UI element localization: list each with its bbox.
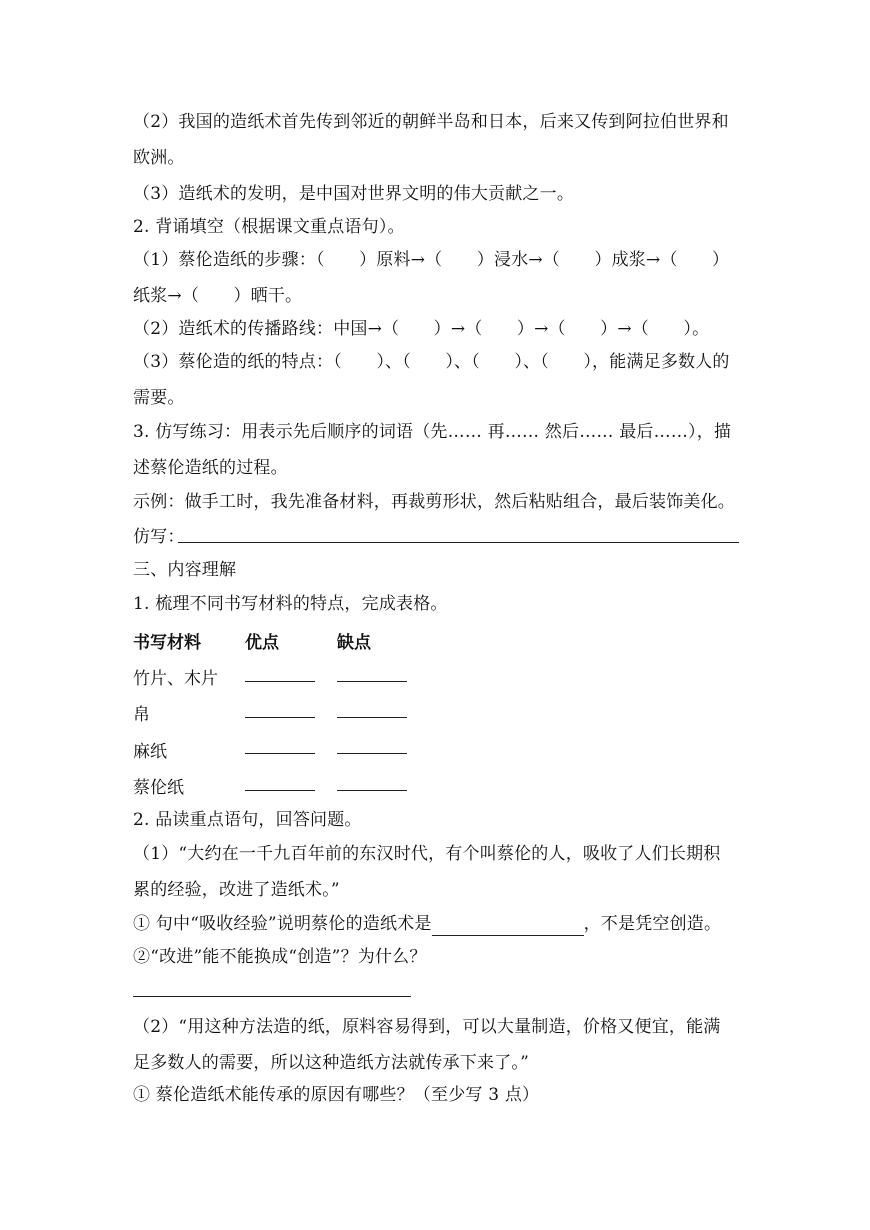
table-row-label: 麻纸 xyxy=(133,742,167,762)
imitation-answer-line[interactable] xyxy=(178,542,739,543)
text-line: 述蔡伦造纸的过程。 xyxy=(133,458,288,478)
quote-line: （2）“用这种方法造的纸，原料容易得到，可以大量制造，价格又便宜，能满 xyxy=(133,1017,721,1037)
table-header-cons: 缺点 xyxy=(337,633,371,653)
sub-question xyxy=(133,912,743,936)
pros-answer-line[interactable] xyxy=(245,681,315,682)
sub-question-text: ① 句中“吸收经验”说明蔡伦的造纸术是 xyxy=(133,914,432,934)
quote-line: （1）“大约在一千九百年前的东汉时代，有个叫蔡伦的人，吸收了人们长期积 xyxy=(133,844,721,864)
cons-answer-line[interactable] xyxy=(337,681,407,682)
pros-answer-line[interactable] xyxy=(245,753,315,754)
table-row-label: 竹片、木片 xyxy=(133,669,218,689)
question-heading: 1. 梳理不同书写材料的特点，完成表格。 xyxy=(133,594,448,614)
sub-question: ②“改进”能不能换成“创造”？为什么？ xyxy=(133,947,427,967)
cons-answer-line[interactable] xyxy=(337,790,407,791)
cons-answer-line[interactable] xyxy=(337,753,407,754)
text-line: 欧洲。 xyxy=(133,148,185,168)
fill-blank[interactable] xyxy=(432,917,584,936)
table-header-material: 书写材料 xyxy=(133,633,201,653)
pros-answer-line[interactable] xyxy=(245,790,315,791)
text-line: （3）造纸术的发明，是中国对世界文明的伟大贡献之一。 xyxy=(133,184,575,204)
cons-answer-line[interactable] xyxy=(337,717,407,718)
question-heading: 3. 仿写练习：用表示先后顺序的词语（先…… 再…… 然后…… 最后……），描 xyxy=(133,422,732,442)
table-header-pros: 优点 xyxy=(245,633,279,653)
table-row-label: 蔡伦纸 xyxy=(133,778,184,798)
example-line: 示例：做手工时，我先准备材料，再裁剪形状，然后粘贴组合，最后装饰美化。 xyxy=(133,492,735,512)
question-heading: 2. 品读重点语句，回答问题。 xyxy=(133,810,362,830)
text-line: （1）蔡伦造纸的步骤：（ ）原料→（ ）浸水→（ ）成浆→（ ） xyxy=(133,250,730,270)
text-line: （3）蔡伦造的纸的特点：（ ）、（ ）、（ ）、（ ），能满足多数人的 xyxy=(133,352,730,372)
quote-line: 累的经验，改进了造纸术。” xyxy=(133,880,340,900)
pros-answer-line[interactable] xyxy=(245,717,315,718)
answer-line[interactable] xyxy=(133,996,411,997)
question-heading: 2. 背诵填空（根据课文重点语句）。 xyxy=(133,217,405,237)
text-line: 纸浆→（ ）晒干。 xyxy=(133,286,303,306)
sub-question: ① 蔡伦造纸术能传承的原因有哪些？（至少写 3 点） xyxy=(133,1085,540,1105)
text-line: 需要。 xyxy=(133,388,185,408)
quote-line: 足多数人的需要，所以这种造纸方法就传承下来了。” xyxy=(133,1053,529,1073)
imitation-label: 仿写： xyxy=(133,527,185,547)
section-heading: 三、内容理解 xyxy=(133,560,237,580)
text-line: （2）我国的造纸术首先传到邻近的朝鲜半岛和日本，后来又传到阿拉伯世界和 xyxy=(133,112,729,132)
table-row-label: 帛 xyxy=(133,705,150,725)
text-line: （2）造纸术的传播路线：中国→（ ）→（ ）→（ ）→（ ）。 xyxy=(133,319,710,339)
sub-question-text: ，不是凭空创造。 xyxy=(583,914,722,934)
